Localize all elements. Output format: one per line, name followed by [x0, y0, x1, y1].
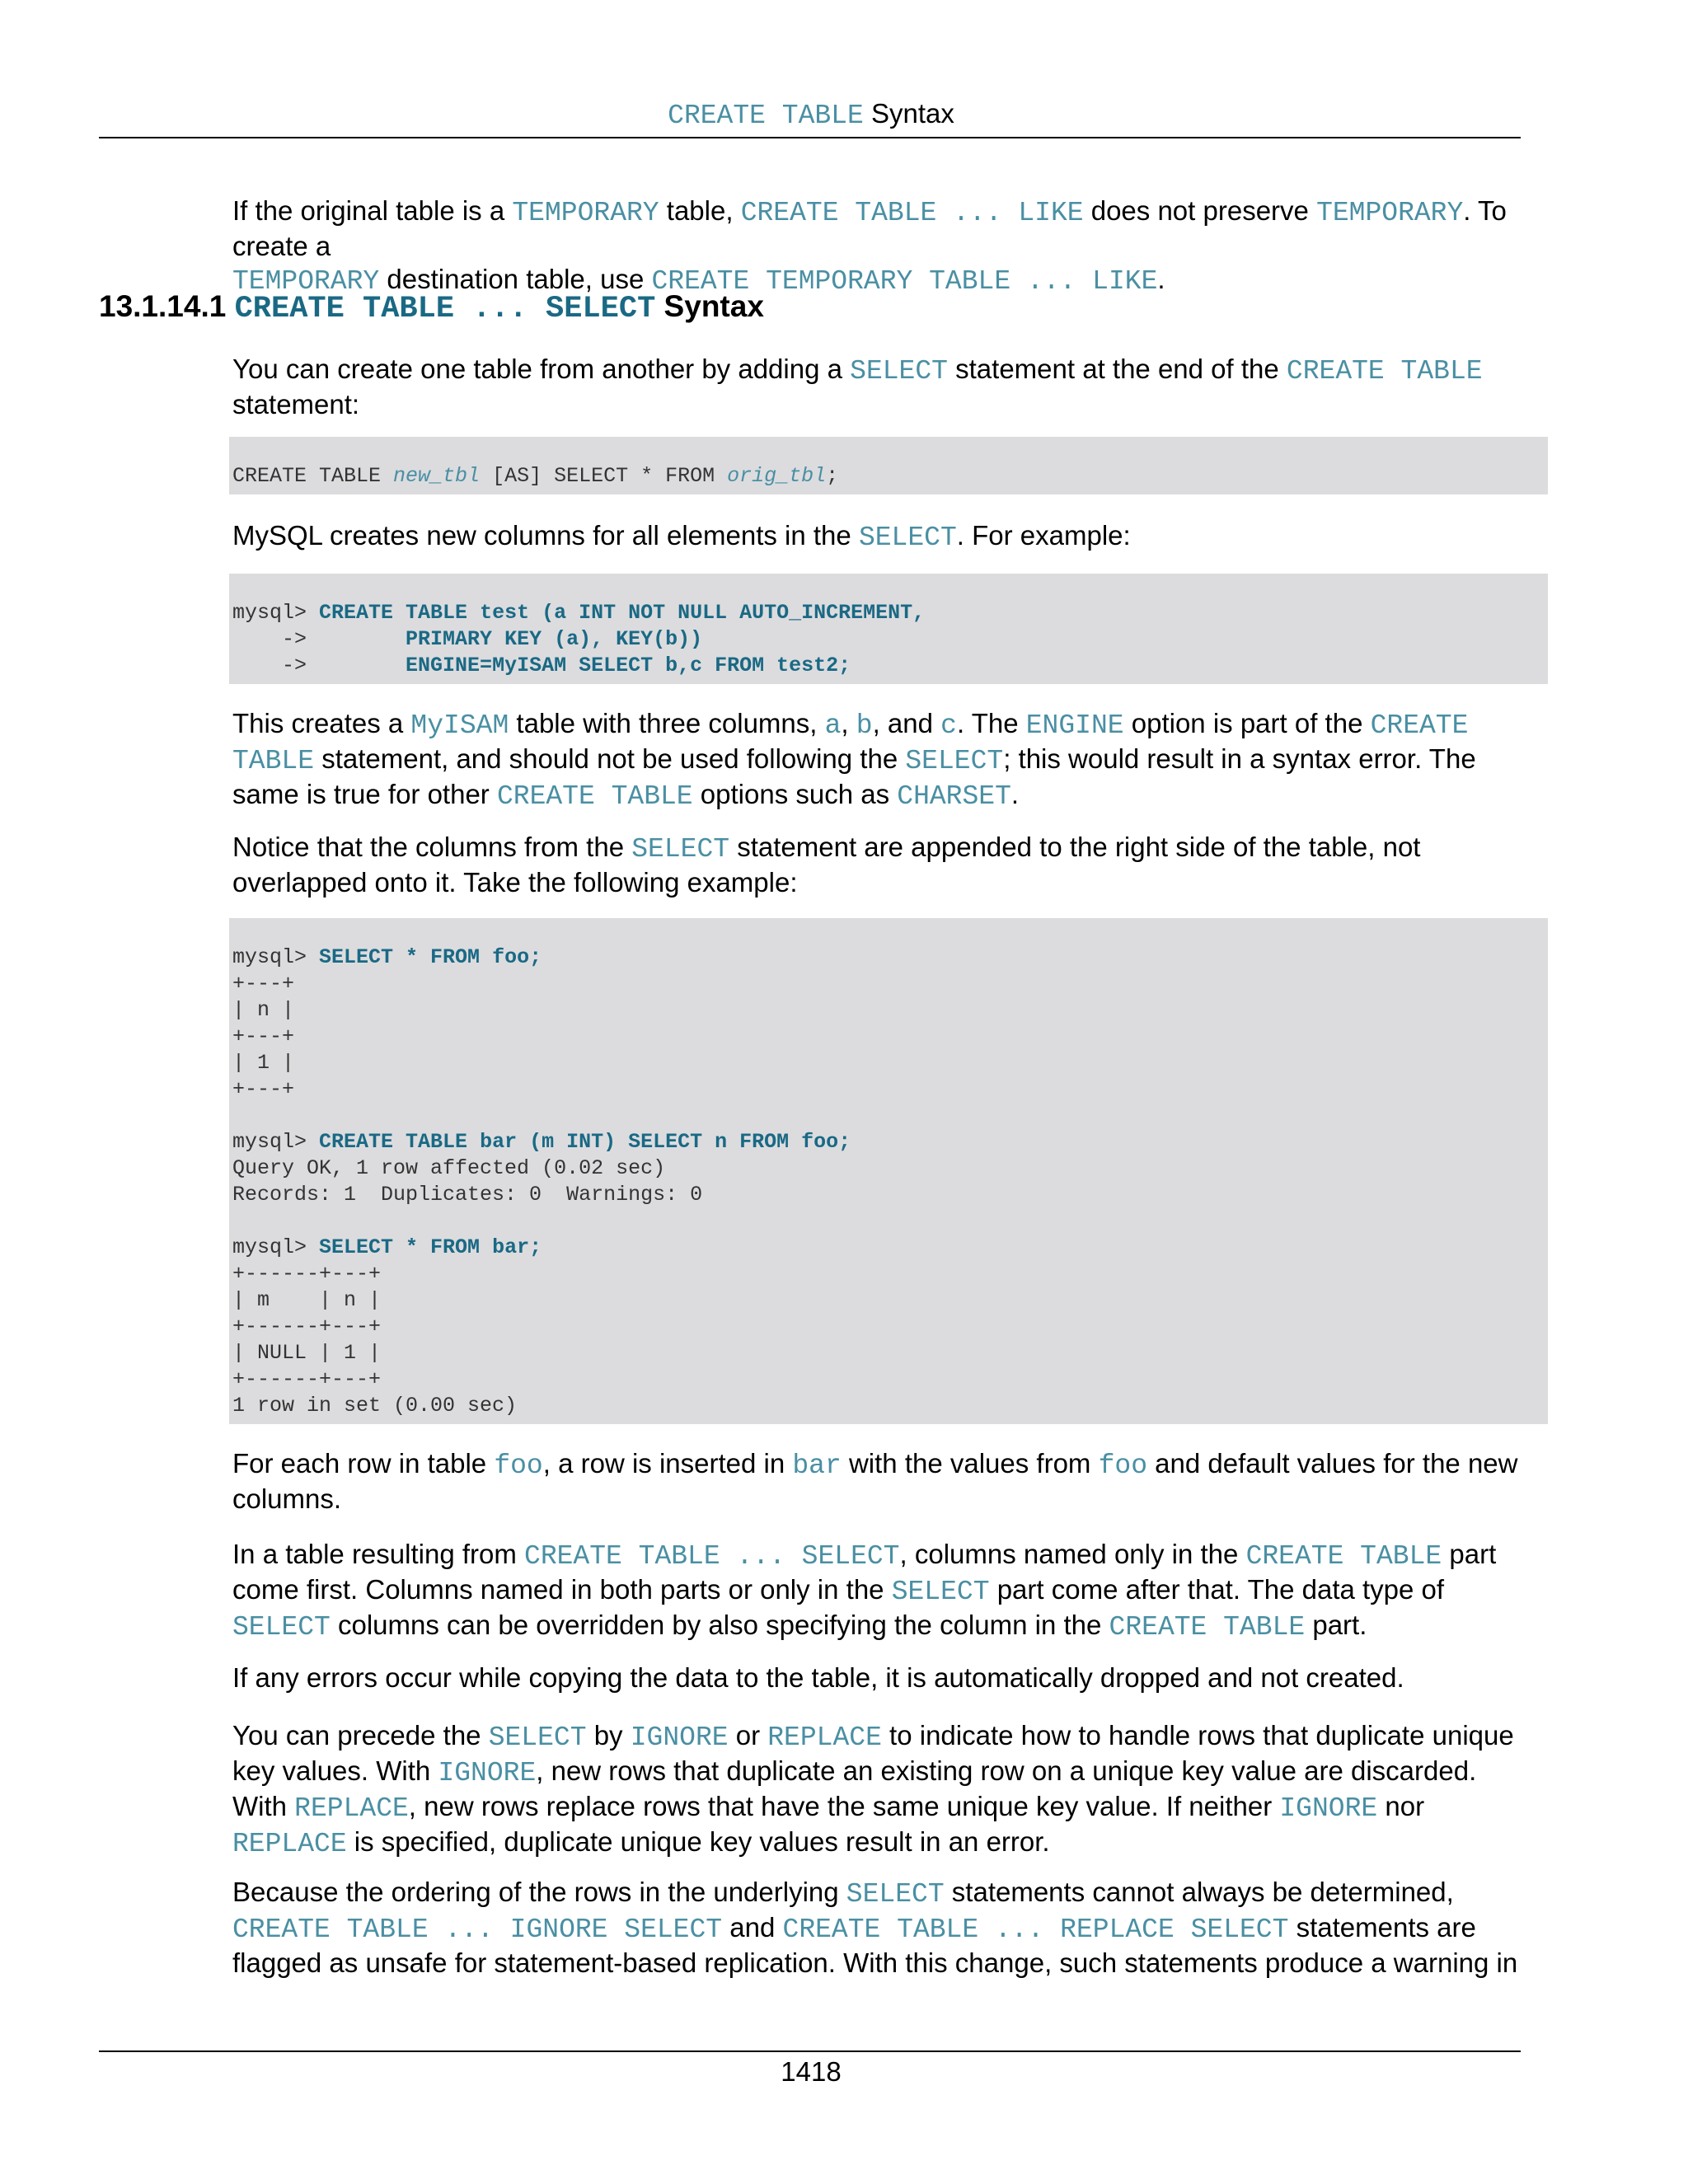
header-code: CREATE TABLE	[668, 101, 864, 131]
text: options such as	[692, 779, 898, 809]
paragraph-8	[232, 1719, 1535, 1861]
page-number: 1418	[781, 2056, 842, 2087]
section-heading	[99, 288, 764, 327]
code-block-3	[229, 918, 1548, 1424]
code-span: foo	[494, 1451, 543, 1481]
code-span: SELECT	[232, 1612, 331, 1643]
code-span: SELECT	[891, 1577, 990, 1607]
code-line: mysql> SELECT * FROM foo;	[232, 945, 542, 969]
text: If the original table is a	[232, 195, 513, 226]
code-span: CREATE TABLE ... IGNORE SELECT	[232, 1915, 723, 1945]
text: part.	[1305, 1610, 1367, 1640]
text: , new rows that duplicate an existing row on a unique key value are discarded. With	[232, 1755, 1477, 1821]
code-span: IGNORE	[1279, 1793, 1378, 1824]
code-span: MyISAM	[410, 710, 509, 741]
code-line: -> ENGINE=MyISAM SELECT b,c FROM test2;	[232, 654, 851, 677]
text: with the values from	[841, 1448, 1099, 1479]
code-span: CREATE TABLE ... LIKE	[740, 198, 1084, 228]
text: , new rows replace rows that have the same unique key value. If neither	[408, 1791, 1280, 1821]
code-span: CREATE TEMPORARY TABLE ... LIKE	[651, 266, 1158, 297]
text: Notice that the columns from the	[232, 832, 632, 862]
code-span: SELECT	[858, 523, 957, 553]
text: option is part of the	[1123, 708, 1371, 738]
code-span: CREATE TABLE	[232, 710, 1469, 776]
text: and default values for the new columns.	[232, 1448, 1518, 1514]
text: table with three columns,	[509, 708, 825, 738]
text: or	[728, 1720, 768, 1750]
code-span: CHARSET	[897, 781, 1011, 812]
code-line: | m | n |	[232, 1288, 382, 1312]
text: is specified, duplicate unique key values result in an error.	[346, 1826, 1050, 1857]
header-text: Syntax	[863, 98, 954, 129]
paragraph-1	[232, 353, 1535, 421]
text: You can create one table from another by adding a	[232, 354, 851, 384]
text: , a row is inserted in	[542, 1448, 793, 1479]
text: In a table resulting from	[232, 1539, 525, 1569]
footer-rule	[99, 2050, 1521, 2052]
text: Because the ordering of the rows in the underlying	[232, 1877, 846, 1907]
text: statements cannot always be determined,	[944, 1877, 1454, 1907]
code-span: REPLACE	[232, 1829, 347, 1859]
code-line: mysql> CREATE TABLE bar (m INT) SELECT n FROM foo;	[232, 1130, 851, 1154]
code-span: CREATE TABLE	[1286, 356, 1483, 387]
text: nor	[1377, 1791, 1425, 1821]
code-span: CREATE TABLE	[1109, 1612, 1306, 1643]
code-line: +---+	[232, 972, 295, 996]
section-text: Syntax	[655, 289, 764, 323]
text: .	[1010, 779, 1020, 809]
code-line: CREATE TABLE new_tbl [AS] SELECT * FROM orig_tbl;	[232, 464, 839, 488]
code-span: foo	[1098, 1451, 1148, 1481]
code-line: +------+---+	[232, 1262, 382, 1286]
code-line: mysql> CREATE TABLE test (a INT NOT NULL AUTO_INCREMENT,	[232, 601, 926, 625]
code-span: b	[856, 710, 873, 741]
code-span: ENGINE	[1025, 710, 1124, 741]
text: statements are flagged as unsafe for statement-based replication. With this change, such statements produce a warning in	[232, 1912, 1518, 1978]
code-line: | 1 |	[232, 1051, 295, 1075]
code-span: SELECT	[905, 746, 1004, 776]
code-line: +---+	[232, 1024, 295, 1048]
code-span: CREATE TABLE	[496, 781, 693, 812]
code-line: Records: 1 Duplicates: 0 Warnings: 0	[232, 1183, 703, 1207]
text: table,	[659, 195, 741, 226]
text: ,	[841, 708, 856, 738]
code-span: SELECT	[631, 834, 730, 865]
code-block-2	[229, 574, 1548, 684]
paragraph-2	[232, 519, 1535, 555]
code-span: IGNORE	[630, 1722, 729, 1753]
text: statement are appended to the right side of the table, not overlapped onto it. Take the following example:	[232, 832, 1421, 898]
code-block-1	[229, 437, 1548, 494]
code-span: TEMPORARY	[232, 266, 380, 297]
text: . The	[956, 708, 1026, 738]
code-span: CREATE TABLE ... SELECT	[524, 1541, 900, 1572]
intro-paragraph	[232, 194, 1535, 298]
text: statement:	[232, 389, 360, 419]
text: to indicate how to handle rows that duplicate unique key values. With	[232, 1720, 1514, 1786]
code-span: TEMPORARY	[512, 198, 659, 228]
text: columns can be overridden by also specifying the column in the	[330, 1610, 1109, 1640]
text: statement at the end of the	[947, 354, 1287, 384]
code-span: CREATE TABLE	[1245, 1541, 1442, 1572]
code-line: +------+---+	[232, 1315, 382, 1338]
code-line: 1 row in set (0.00 sec)	[232, 1394, 518, 1418]
text: This creates a	[232, 708, 411, 738]
header-rule	[99, 137, 1521, 138]
text: . To create a	[232, 195, 1507, 261]
code-blank-line	[232, 1103, 1548, 1129]
text: , columns named only in the	[899, 1539, 1246, 1569]
text: part come after that. The data type of	[989, 1574, 1445, 1605]
code-span: SELECT	[850, 356, 948, 387]
text: does not preserve	[1083, 195, 1317, 226]
text: . For example:	[956, 520, 1131, 551]
page-header	[0, 97, 1622, 133]
paragraph-9	[232, 1876, 1535, 1980]
code-blank-line	[232, 1208, 1548, 1235]
text: , and	[872, 708, 941, 738]
code-span: CREATE TABLE ... REPLACE SELECT	[782, 1915, 1289, 1945]
code-span: REPLACE	[294, 1793, 409, 1824]
paragraph-7: If any errors occur while copying the data to the table, it is automatically dropped and not created.	[232, 1662, 1404, 1693]
paragraph-5	[232, 1447, 1535, 1516]
text: part come first. Columns named in both parts or only in the	[232, 1539, 1497, 1605]
code-line: +---+	[232, 1077, 295, 1101]
code-span: SELECT	[846, 1879, 945, 1910]
text: statement, and should not be used following the	[314, 743, 906, 774]
text: ; this would result in a syntax error. The same is true for other	[232, 743, 1476, 809]
text: You can precede the	[232, 1720, 489, 1750]
code-span: a	[824, 710, 842, 741]
code-line: | NULL | 1 |	[232, 1341, 382, 1365]
code-span: bar	[792, 1451, 842, 1481]
code-line: | n |	[232, 998, 295, 1022]
paragraph-3	[232, 707, 1535, 813]
code-span: IGNORE	[438, 1758, 537, 1788]
code-line: -> PRIMARY KEY (a), KEY(b))	[232, 627, 703, 651]
code-line: mysql> SELECT * FROM bar;	[232, 1235, 542, 1259]
code-span: SELECT	[488, 1722, 587, 1753]
paragraph-6	[232, 1538, 1535, 1644]
text: and	[722, 1912, 783, 1943]
section-code: CREATE TABLE ... SELECT	[234, 292, 656, 326]
code-line: +------+---+	[232, 1367, 382, 1391]
text: MySQL creates new columns for all elements in the	[232, 520, 859, 551]
paragraph-4	[232, 831, 1535, 899]
text: by	[586, 1720, 631, 1750]
code-span: TEMPORARY	[1316, 198, 1464, 228]
text: For each row in table	[232, 1448, 495, 1479]
code-line: Query OK, 1 row affected (0.02 sec)	[232, 1156, 666, 1180]
section-number: 13.1.14.1	[99, 289, 235, 323]
text: .	[1157, 264, 1165, 294]
text: destination table, use	[379, 264, 652, 294]
code-span: c	[940, 710, 957, 741]
code-span: REPLACE	[767, 1722, 882, 1753]
